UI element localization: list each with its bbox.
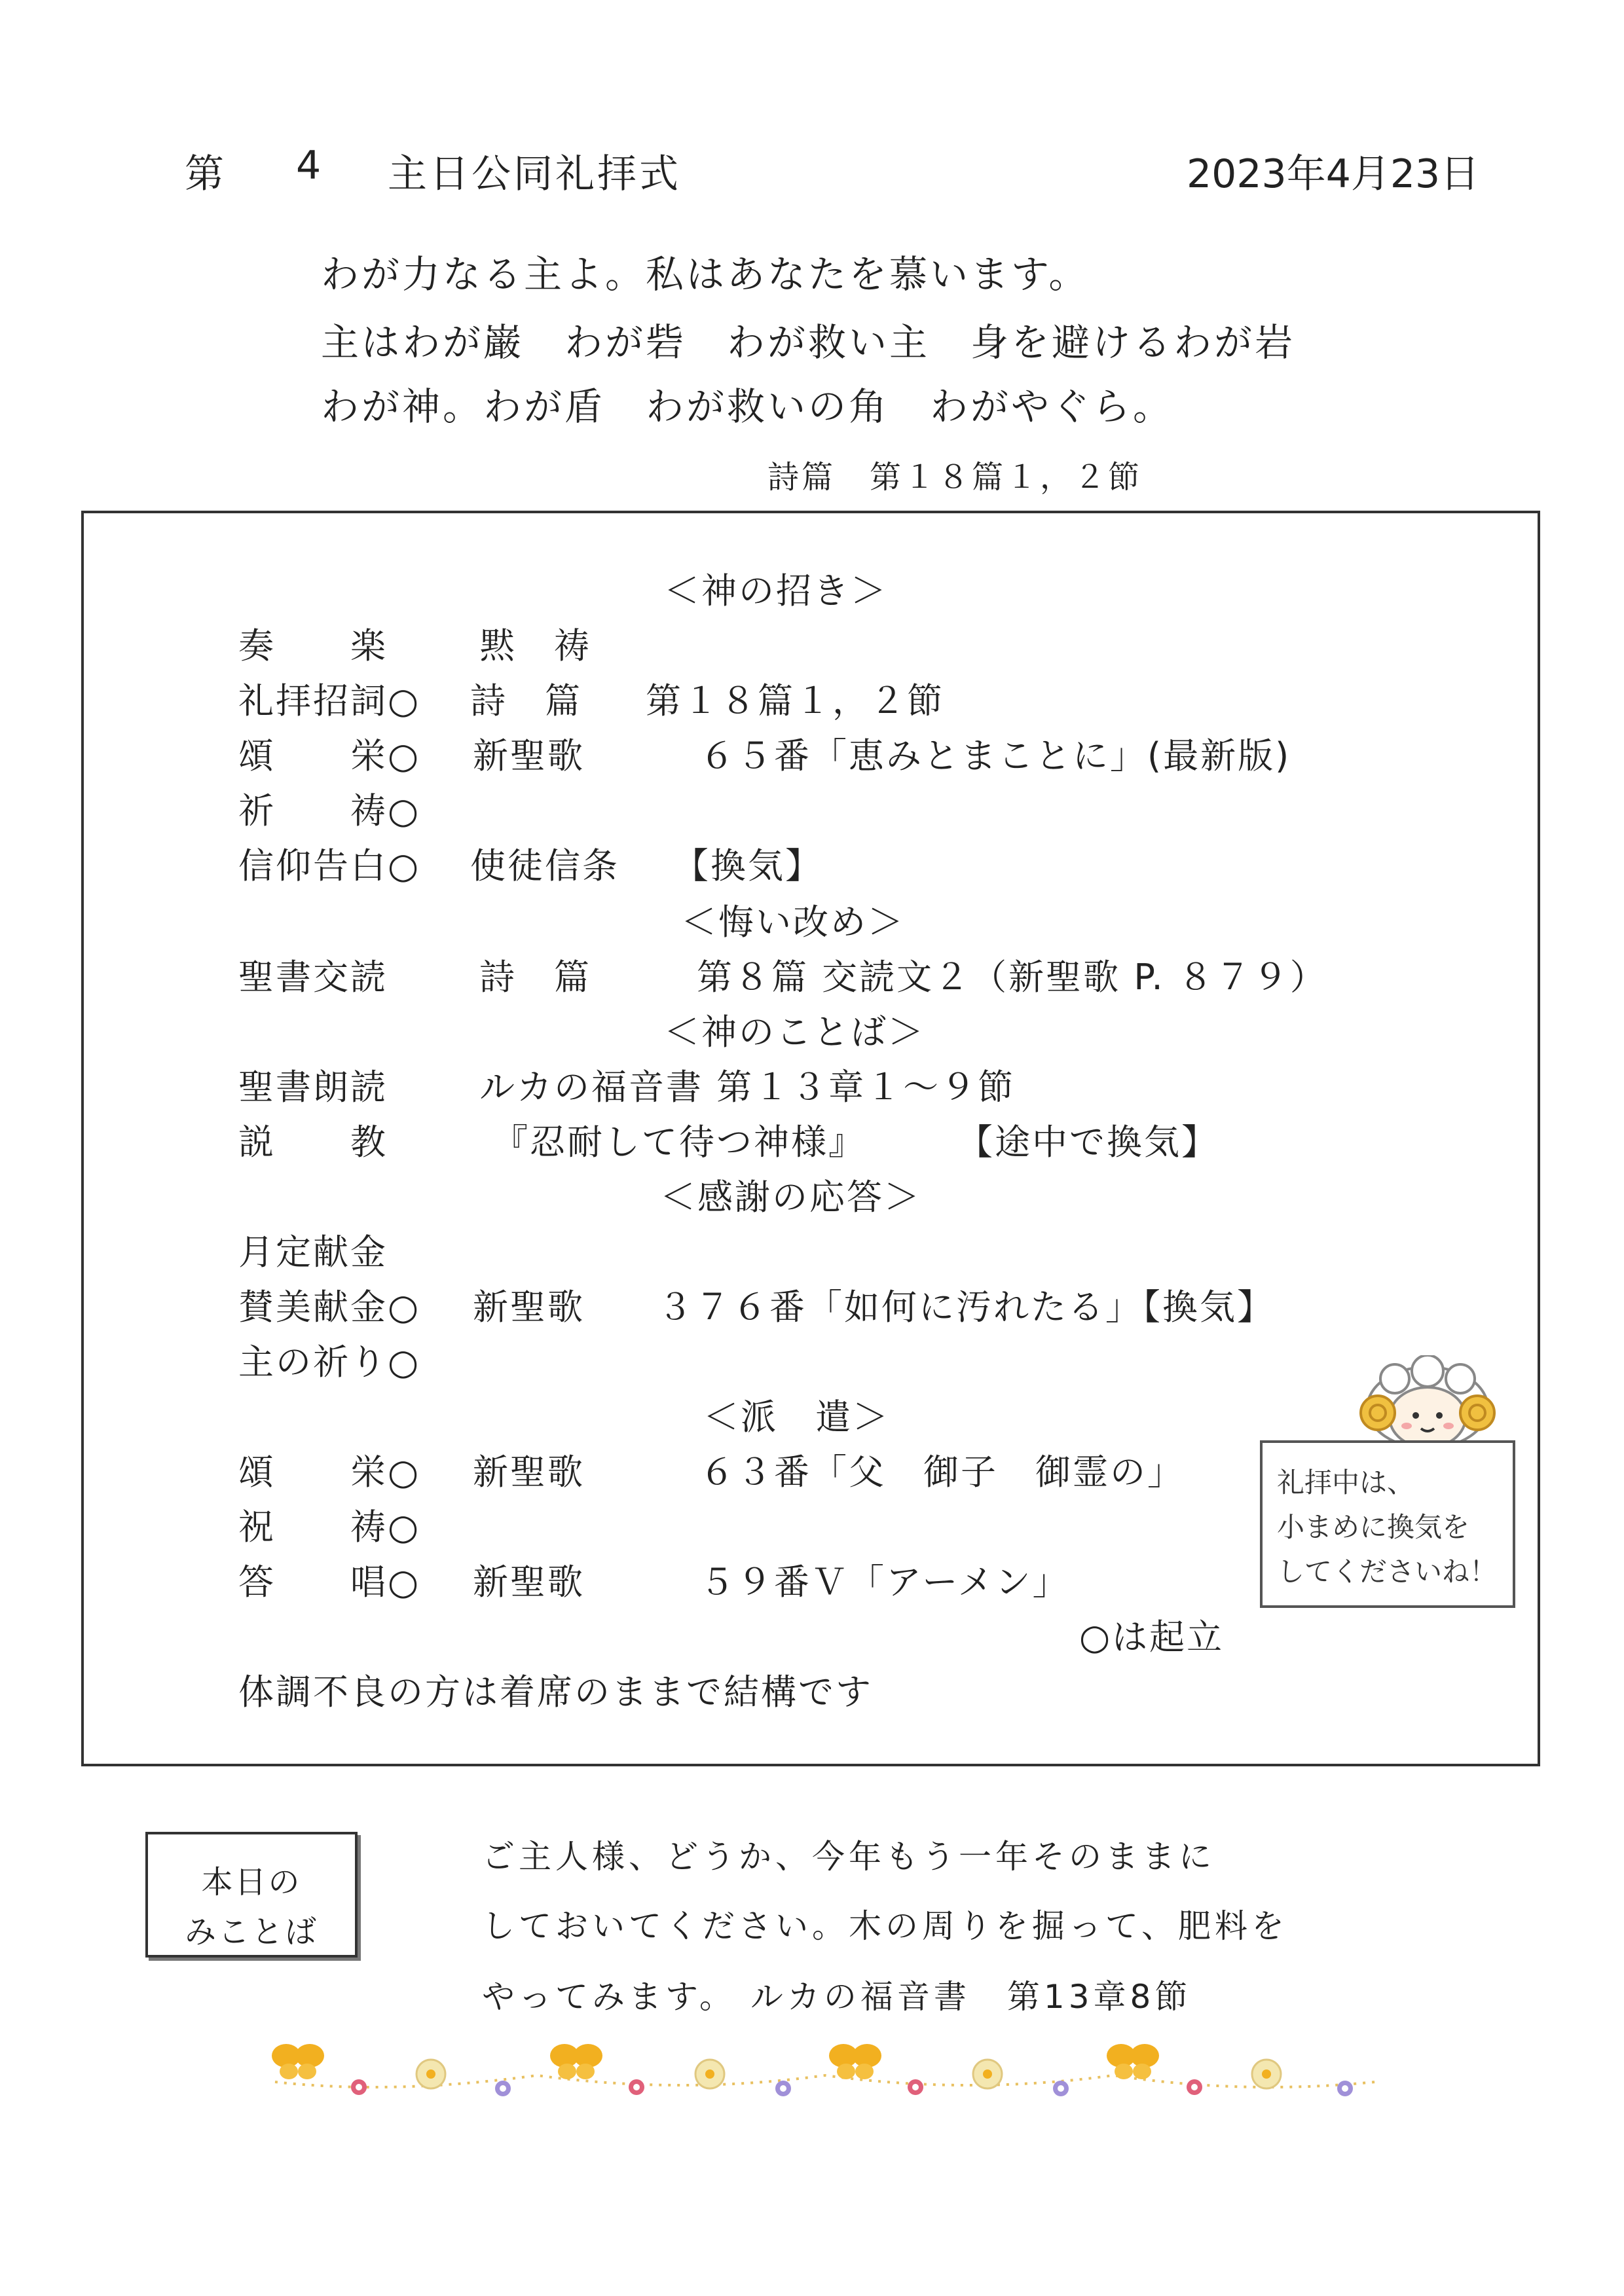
service-date: 2023年4月23日	[1187, 151, 1480, 197]
pink-flower-icon	[629, 2079, 644, 2095]
todays-word-line-3: やってみます。 ルカの福音書 第13章8節	[482, 1978, 1192, 2016]
standing-note: ○は起立	[1079, 1616, 1225, 1658]
sheep-sign-line-3: してくださいね！	[1277, 1556, 1498, 1588]
row-extra-responsive-reading: 第８篇 交読文２（新聖歌 P. ８７９）	[697, 957, 1327, 998]
row-label-prayer: 祈 祷○	[238, 790, 421, 831]
row-label-response: 答 唱○	[238, 1561, 421, 1603]
service-title: 主日公同礼拝式	[388, 151, 681, 197]
row-detail-praise-offering: 新聖歌	[473, 1286, 585, 1328]
pink-flower-icon	[351, 2079, 367, 2095]
row-detail-creed: 使徒信条	[470, 845, 619, 886]
row-detail-responsive-reading: 詩 篇	[479, 957, 591, 998]
purple-flower-icon	[495, 2081, 511, 2096]
opening-verse-line-2: 主はわが巌 わが砦 わが救い主 身を避けるわが岩	[321, 320, 1296, 365]
row-detail-sermon: 『忍耐して待つ神様』	[492, 1121, 866, 1163]
pink-flower-icon	[1187, 2079, 1202, 2095]
todays-word-label-line-2: みことば	[184, 1914, 318, 1950]
cream-flower-icon	[973, 2060, 1002, 2088]
purple-flower-icon	[775, 2081, 791, 2096]
row-label-benediction: 祝 祷○	[238, 1506, 421, 1548]
row-extra-response: ５９番Ｖ「アーメン」	[699, 1561, 1070, 1603]
row-extra-praise-offering: ３７６番「如何に汚れたる」【換気】	[657, 1286, 1274, 1328]
butterfly-icon	[550, 2044, 602, 2079]
cream-flower-icon	[695, 2060, 724, 2088]
section-heading-invitation: ＜神の招き＞	[664, 570, 888, 611]
row-extra-sermon: 【途中で換気】	[957, 1121, 1219, 1163]
purple-flower-icon	[1337, 2081, 1353, 2096]
todays-word-label-box	[145, 1832, 358, 1958]
row-extra-doxology-1: ６５番「恵みとまことに」(最新版)	[699, 735, 1291, 776]
sheep-sign-line-2: 小まめに換気を	[1277, 1511, 1470, 1543]
row-extra-call: 第１８篇１，２節	[646, 680, 944, 721]
section-heading-thanksgiving: ＜感謝の応答＞	[660, 1176, 921, 1218]
header-prefix: 第	[185, 151, 224, 197]
row-label-doxology-2: 頌 栄○	[238, 1451, 421, 1493]
todays-word-line-2: しておいてください。木の周りを掘って、肥料を	[482, 1907, 1288, 1945]
row-extra-creed: 【換気】	[673, 845, 822, 886]
cream-flower-icon	[416, 2060, 445, 2088]
opening-verse-line-3: わが神。わが盾 わが救いの角 わがやぐら。	[321, 384, 1174, 429]
row-label-responsive-reading: 聖書交読	[238, 957, 388, 998]
row-label-sermon: 説 教	[238, 1121, 388, 1163]
row-label-creed: 信仰告白○	[238, 845, 421, 886]
decorative-flower-border	[262, 2023, 1388, 2115]
butterfly-icon	[1107, 2044, 1159, 2079]
ventilation-reminder-sign	[1260, 1440, 1515, 1608]
service-number: 4	[296, 143, 322, 189]
todays-word-label-line-1: 本日の	[201, 1864, 302, 1901]
row-extra-doxology-2: ６３番「父 御子 御霊の」	[699, 1451, 1185, 1493]
opening-verse-reference: 詩篇 第１８篇１，２節	[767, 459, 1143, 496]
opening-verse-line-1: わが力なる主よ。私はあなたを慕います。	[321, 252, 1090, 297]
row-label-praise-offering: 賛美献金○	[238, 1286, 421, 1328]
row-detail-doxology-2: 新聖歌	[473, 1451, 585, 1493]
row-label-call: 礼拝招詞○	[238, 680, 421, 721]
sheep-mascot-icon	[1356, 1355, 1500, 1453]
row-label-lords-prayer: 主の祈り○	[238, 1341, 421, 1383]
purple-flower-icon	[1053, 2081, 1069, 2096]
section-heading-sending: ＜派 遣＞	[703, 1396, 890, 1438]
row-label-prelude: 奏 楽	[238, 625, 388, 666]
todays-word-line-1: ご主人様、どうか、今年もう一年そのままに	[482, 1838, 1215, 1876]
section-heading-word: ＜神のことば＞	[664, 1011, 925, 1053]
row-detail-response: 新聖歌	[473, 1561, 585, 1603]
butterfly-icon	[272, 2044, 324, 2079]
row-detail-doxology-1: 新聖歌	[473, 735, 585, 776]
row-label-monthly-offering: 月定献金	[238, 1231, 388, 1273]
section-heading-repentance: ＜悔い改め＞	[681, 902, 905, 943]
row-detail-call: 詩 篇	[470, 680, 582, 721]
pink-flower-icon	[908, 2079, 923, 2095]
cream-flower-icon	[1252, 2060, 1281, 2088]
health-note: 体調不良の方は着席のままで結構です	[238, 1671, 873, 1713]
butterfly-icon	[829, 2044, 881, 2079]
sheep-sign-line-1: 礼拝中は、	[1277, 1467, 1415, 1499]
row-detail-scripture: ルカの福音書 第１３章１～９節	[479, 1066, 1016, 1108]
row-detail-prelude: 黙 祷	[479, 625, 591, 666]
row-label-doxology-1: 頌 栄○	[238, 735, 421, 776]
row-label-scripture: 聖書朗読	[238, 1066, 388, 1108]
